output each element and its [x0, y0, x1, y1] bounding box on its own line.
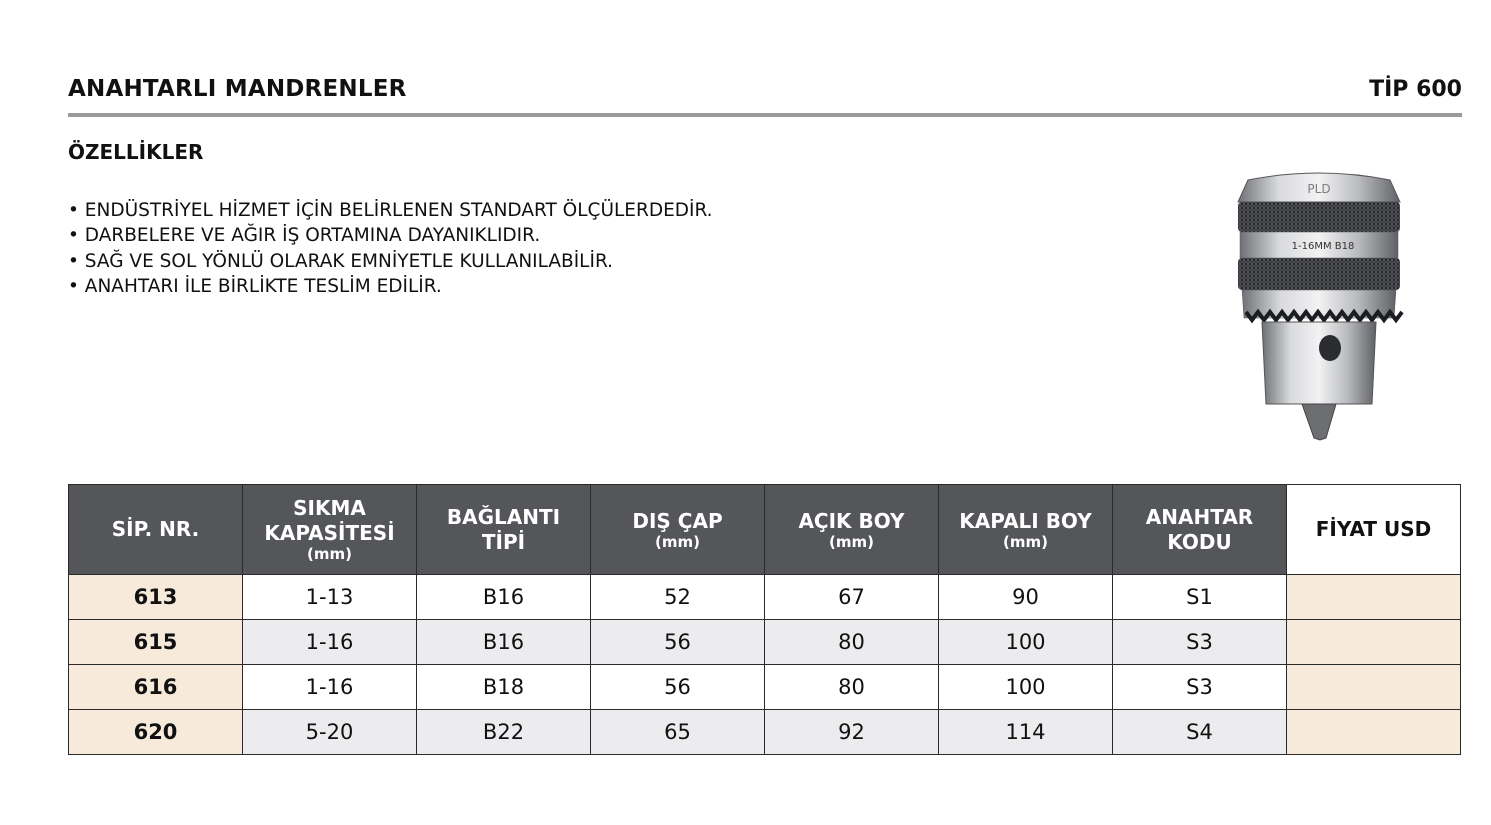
feature-item: • ANAHTARI İLE BİRLİKTE TESLİM EDİLİR. [68, 274, 713, 299]
drill-chuck-image [1226, 166, 1412, 446]
open-length-cell: 67 [765, 575, 939, 620]
col-header-price-usd: FİYAT USD [1287, 485, 1461, 575]
outer-diameter-cell: 52 [591, 575, 765, 620]
feature-item: • DARBELERE VE AĞIR İŞ ORTAMINA DAYANIKLIDIR. [68, 223, 713, 248]
table-row [69, 665, 1461, 710]
open-length-cell: 80 [765, 620, 939, 665]
col-header-clamp-capacity: SIKMA KAPASİTESİ (mm) [243, 485, 417, 575]
order-no-cell: 620 [69, 710, 243, 755]
feature-item: • ENDÜSTRİYEL HİZMET İÇİN BELİRLENEN STANDART ÖLÇÜLERDEDİR. [68, 198, 713, 223]
model-type: TİP 600 [1369, 76, 1462, 102]
connection-type-cell: B16 [417, 575, 591, 620]
closed-length-cell: 100 [939, 620, 1113, 665]
clamp-capacity-cell: 1-16 [243, 620, 417, 665]
closed-length-cell: 90 [939, 575, 1113, 620]
col-header-closed-length: KAPALI BOY (mm) [939, 485, 1113, 575]
clamp-capacity-cell: 1-16 [243, 665, 417, 710]
product-spec-table [68, 484, 1461, 755]
col-header-connection-type: BAĞLANTI TİPİ [417, 485, 591, 575]
outer-diameter-cell: 56 [591, 620, 765, 665]
clamp-capacity-cell: 5-20 [243, 710, 417, 755]
price-cell [1287, 620, 1461, 665]
table-row [69, 710, 1461, 755]
header-divider [68, 113, 1462, 117]
feature-item: • SAĞ VE SOL YÖNLÜ OLARAK EMNİYETLE KULLANILABİLİR. [68, 249, 713, 274]
order-no-cell: 613 [69, 575, 243, 620]
col-header-outer-diameter: DIŞ ÇAP (mm) [591, 485, 765, 575]
connection-type-cell: B22 [417, 710, 591, 755]
table-header-row [69, 485, 1461, 575]
connection-type-cell: B16 [417, 620, 591, 665]
outer-diameter-cell: 65 [591, 710, 765, 755]
col-header-open-length: AÇIK BOY (mm) [765, 485, 939, 575]
table-row [69, 620, 1461, 665]
outer-diameter-cell: 56 [591, 665, 765, 710]
clamp-capacity-cell: 1-13 [243, 575, 417, 620]
col-header-order-no: SİP. NR. [69, 485, 243, 575]
key-code-cell: S1 [1113, 575, 1287, 620]
order-no-cell: 616 [69, 665, 243, 710]
features-title: ÖZELLİKLER [68, 140, 204, 164]
features-list [68, 198, 713, 299]
key-code-cell: S3 [1113, 665, 1287, 710]
closed-length-cell: 100 [939, 665, 1113, 710]
closed-length-cell: 114 [939, 710, 1113, 755]
page-header [68, 72, 1462, 106]
open-length-cell: 92 [765, 710, 939, 755]
key-code-cell: S4 [1113, 710, 1287, 755]
size-engraving: 1-16MM B18 [1291, 241, 1355, 252]
connection-type-cell: B18 [417, 665, 591, 710]
col-header-key-code: ANAHTAR KODU [1113, 485, 1287, 575]
table-row [69, 575, 1461, 620]
brand-engraving: PLD [1307, 182, 1331, 196]
price-cell [1287, 575, 1461, 620]
order-no-cell: 615 [69, 620, 243, 665]
price-cell [1287, 710, 1461, 755]
key-code-cell: S3 [1113, 620, 1287, 665]
page-title: ANAHTARLI MANDRENLER [68, 76, 407, 102]
price-cell [1287, 665, 1461, 710]
open-length-cell: 80 [765, 665, 939, 710]
